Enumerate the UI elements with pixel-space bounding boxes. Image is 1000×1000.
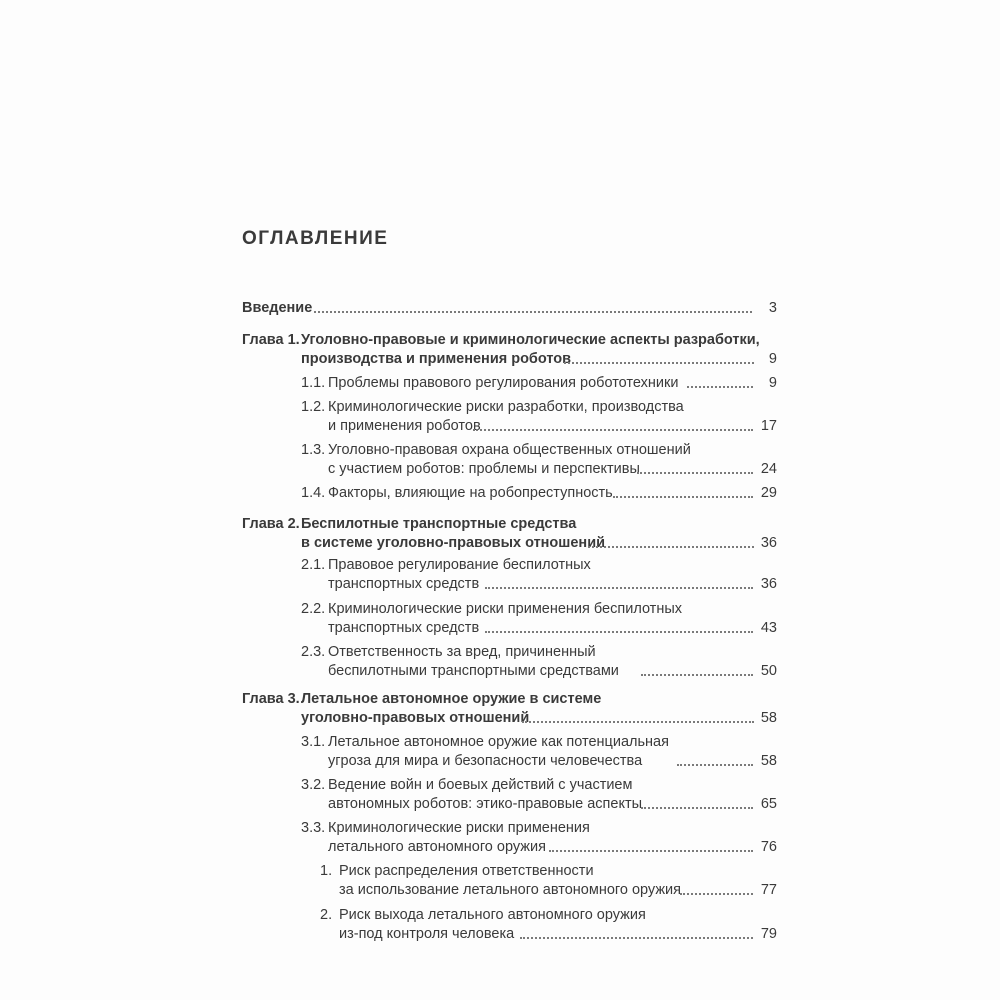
section-number: 1.1. [301,375,326,391]
entry-title-line-2: производства и применения роботов [301,351,572,367]
entry-title-line-1: Риск выхода летального автономного оружия [339,907,646,923]
entry-title-line-1: Ведение войн и боевых действий с участием [328,777,633,793]
entry-title-line-2: автономных роботов: этико-правовые аспекты [328,796,643,812]
dot-leader [485,585,753,589]
page-number: 65 [760,796,777,812]
dot-leader [522,719,754,723]
page-number: 36 [760,576,777,592]
entry-title-line-2: и применения роботов [328,418,481,434]
page-number: 77 [760,882,777,898]
page-number: 79 [760,926,777,942]
entry-title-line-1: Беспилотные транспортные средства [301,516,577,532]
dot-leader [588,544,754,548]
entry-title-line-2: транспортных средств [328,576,480,592]
section-number: 2.3. [301,644,326,660]
entry-title: Введение [242,300,313,316]
page-number: 3 [768,300,777,316]
page-number: 43 [760,620,777,636]
entry-title-line-1: Риск распределения ответственности [339,863,594,879]
section-number: 1.3. [301,442,326,458]
chapter-label: Глава 1. [242,332,300,348]
entry-title-line-1: Летальное автономное оружие как потенциальная [328,734,669,750]
page-number: 58 [760,710,777,726]
dot-leader [613,494,753,498]
entry-title-line-2: за использование летального автономного оружия [339,882,681,898]
dot-leader [549,848,753,852]
dot-leader [637,470,753,474]
entry-title-line-2: с участием роботов: проблемы и перспективы [328,461,640,477]
entry-title-line-2: беспилотными транспортными средствами [328,663,619,679]
dot-leader [473,427,753,431]
entry-title-line-1: Криминологические риски применения [328,820,590,836]
section-number: 3.2. [301,777,326,793]
page-number: 50 [760,663,777,679]
item-number: 2. [320,907,333,923]
dot-leader [564,360,754,364]
entry-title-line-1: Правовое регулирование беспилотных [328,557,591,573]
entry-title-line-1: Уголовно-правовая охрана общественных отношений [328,442,691,458]
page-number: 29 [760,485,777,501]
section-number: 2.1. [301,557,326,573]
section-number: 1.2. [301,399,326,415]
page-number: 36 [760,535,777,551]
dot-leader [314,309,752,313]
section-number: 3.3. [301,820,326,836]
entry-title-line-2: уголовно-правовых отношений [301,710,530,726]
entry-title-line-2: транспортных средств [328,620,480,636]
entry-title-line-1: Криминологические риски разработки, производства [328,399,684,415]
chapter-label: Глава 2. [242,516,300,532]
entry-title-line-2: в системе уголовно-правовых отношений [301,535,606,551]
entry-title-line-1: Криминологические риски применения беспилотных [328,601,683,617]
dot-leader [520,935,753,939]
page-number: 9 [768,351,777,367]
entry-title-line-2: угроза для мира и безопасности человечества [328,753,643,769]
section-number: 2.2. [301,601,326,617]
entry-title-line-1: Проблемы правового регулирования робототехники [328,375,679,391]
entry-title-line-2: летального автономного оружия [328,839,546,855]
chapter-label: Глава 3. [242,691,300,707]
dot-leader [485,629,753,633]
page-number: 24 [760,461,777,477]
entry-title-line-1: Факторы, влияющие на робопреступность [328,485,613,501]
entry-title-line-2: из-под контроля человека [339,926,515,942]
page-number: 17 [760,418,777,434]
page-number: 76 [760,839,777,855]
entry-title-line-1: Летальное автономное оружие в системе [301,691,602,707]
item-number: 1. [320,863,333,879]
page-number: 58 [760,753,777,769]
entry-title-line-1: Уголовно-правовые и криминологические аспекты разработки, [301,332,760,348]
section-number: 3.1. [301,734,326,750]
page-number: 9 [768,375,777,391]
section-number: 1.4. [301,485,326,501]
page-title: ОГЛАВЛЕНИЕ [242,228,389,249]
entry-title-line-1: Ответственность за вред, причиненный [328,644,596,660]
